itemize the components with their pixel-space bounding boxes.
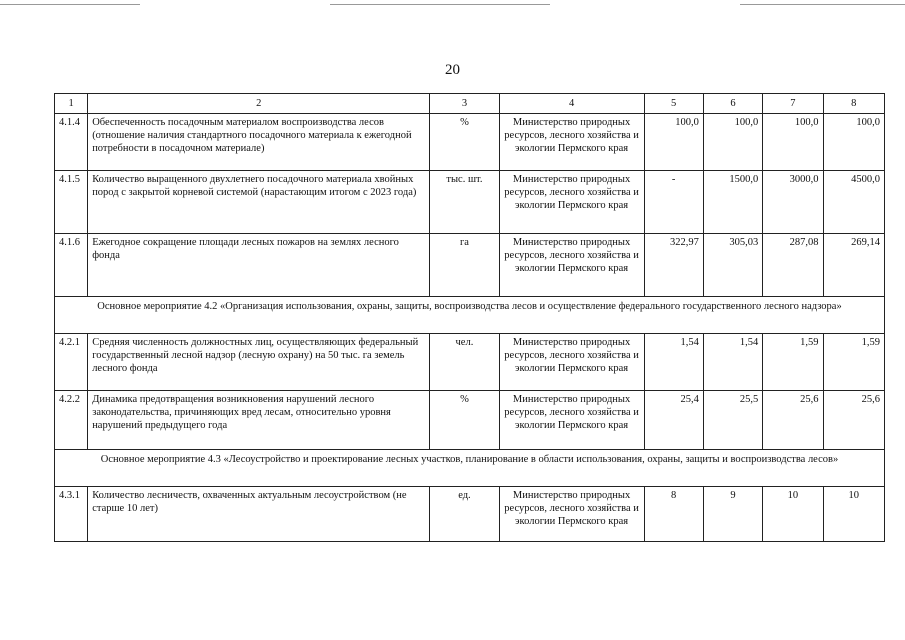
- row-number: 4.1.5: [55, 171, 88, 234]
- header-cell: 7: [763, 94, 823, 114]
- value-col8: 10: [823, 487, 884, 542]
- responsible: Министерство природных ресурсов, лесного хозяйства и экологии Пермского края: [499, 234, 644, 297]
- value-col7: 25,6: [763, 391, 823, 450]
- header-cell: 2: [88, 94, 430, 114]
- page-number: 20: [445, 62, 460, 78]
- value-col5: -: [644, 171, 703, 234]
- value-col6: 25,5: [703, 391, 762, 450]
- section-title: Основное мероприятие 4.2 «Организация использования, охраны, защиты, воспроизводства лесов и осуществление федерального государственного лесного надзора»: [55, 297, 885, 334]
- value-col5: 100,0: [644, 114, 703, 171]
- responsible: Министерство природных ресурсов, лесного хозяйства и экологии Пермского края: [499, 391, 644, 450]
- table-header-row: [55, 94, 885, 114]
- header-cell: 1: [55, 94, 88, 114]
- indicator-name: Средняя численность должностных лиц, осуществляющих федеральный государственный лесной надзор (лесную охрану) на 50 тыс. га земель лесного фонда: [88, 334, 430, 391]
- row-number: 4.1.4: [55, 114, 88, 171]
- header-cell: 3: [430, 94, 499, 114]
- section-row: [55, 297, 885, 334]
- header-cell: 6: [703, 94, 762, 114]
- row-number: 4.2.2: [55, 391, 88, 450]
- header-cell: 8: [823, 94, 884, 114]
- value-col7: 10: [763, 487, 823, 542]
- unit: га: [430, 234, 499, 297]
- table-row: [55, 114, 885, 171]
- unit: %: [430, 391, 499, 450]
- header-cell: 5: [644, 94, 703, 114]
- value-col8: 4500,0: [823, 171, 884, 234]
- unit: ед.: [430, 487, 499, 542]
- table-row: [55, 234, 885, 297]
- value-col6: 1,54: [703, 334, 762, 391]
- value-col8: 25,6: [823, 391, 884, 450]
- responsible: Министерство природных ресурсов, лесного хозяйства и экологии Пермского края: [499, 334, 644, 391]
- unit: чел.: [430, 334, 499, 391]
- top-rule-mid: [330, 4, 550, 5]
- value-col6: 1500,0: [703, 171, 762, 234]
- header-cell: 4: [499, 94, 644, 114]
- indicator-name: Динамика предотвращения возникновения нарушений лесного законодательства, причиняющих вред лесам, относительно уровня нарушений предыдущего года: [88, 391, 430, 450]
- indicator-name: Ежегодное сокращение площади лесных пожаров на землях лесного фонда: [88, 234, 430, 297]
- row-number: 4.1.6: [55, 234, 88, 297]
- value-col8: 269,14: [823, 234, 884, 297]
- table-row: [55, 334, 885, 391]
- value-col8: 100,0: [823, 114, 884, 171]
- section-row: [55, 450, 885, 487]
- indicators-table: [54, 93, 885, 542]
- responsible: Министерство природных ресурсов, лесного хозяйства и экологии Пермского края: [499, 171, 644, 234]
- value-col6: 305,03: [703, 234, 762, 297]
- value-col6: 100,0: [703, 114, 762, 171]
- top-rule-right: [740, 4, 905, 5]
- row-number: 4.2.1: [55, 334, 88, 391]
- value-col5: 25,4: [644, 391, 703, 450]
- value-col6: 9: [703, 487, 762, 542]
- value-col7: 287,08: [763, 234, 823, 297]
- table-row: [55, 391, 885, 450]
- unit: тыс. шт.: [430, 171, 499, 234]
- row-number: 4.3.1: [55, 487, 88, 542]
- indicator-name: Количество лесничеств, охваченных актуальным лесоустройством (не старше 10 лет): [88, 487, 430, 542]
- section-title: Основное мероприятие 4.3 «Лесоустройство и проектирование лесных участков, планирование в области использования, охраны, защиты и воспроизводства лесов»: [55, 450, 885, 487]
- value-col5: 8: [644, 487, 703, 542]
- value-col8: 1,59: [823, 334, 884, 391]
- value-col7: 100,0: [763, 114, 823, 171]
- table-row: [55, 171, 885, 234]
- responsible: Министерство природных ресурсов, лесного хозяйства и экологии Пермского края: [499, 114, 644, 171]
- table-row: [55, 487, 885, 542]
- top-rule-left: [0, 4, 140, 5]
- indicator-name: Количество выращенного двухлетнего посадочного материала хвойных пород с закрытой корневой системой (нарастающим итогом с 2023 года): [88, 171, 430, 234]
- indicator-name: Обеспеченность посадочным материалом воспроизводства лесов (отношение наличия стандартного посадочного материала к ежегодной потребности в посадочном материале): [88, 114, 430, 171]
- value-col5: 322,97: [644, 234, 703, 297]
- value-col7: 1,59: [763, 334, 823, 391]
- unit: %: [430, 114, 499, 171]
- value-col7: 3000,0: [763, 171, 823, 234]
- value-col5: 1,54: [644, 334, 703, 391]
- responsible: Министерство природных ресурсов, лесного хозяйства и экологии Пермского края: [499, 487, 644, 542]
